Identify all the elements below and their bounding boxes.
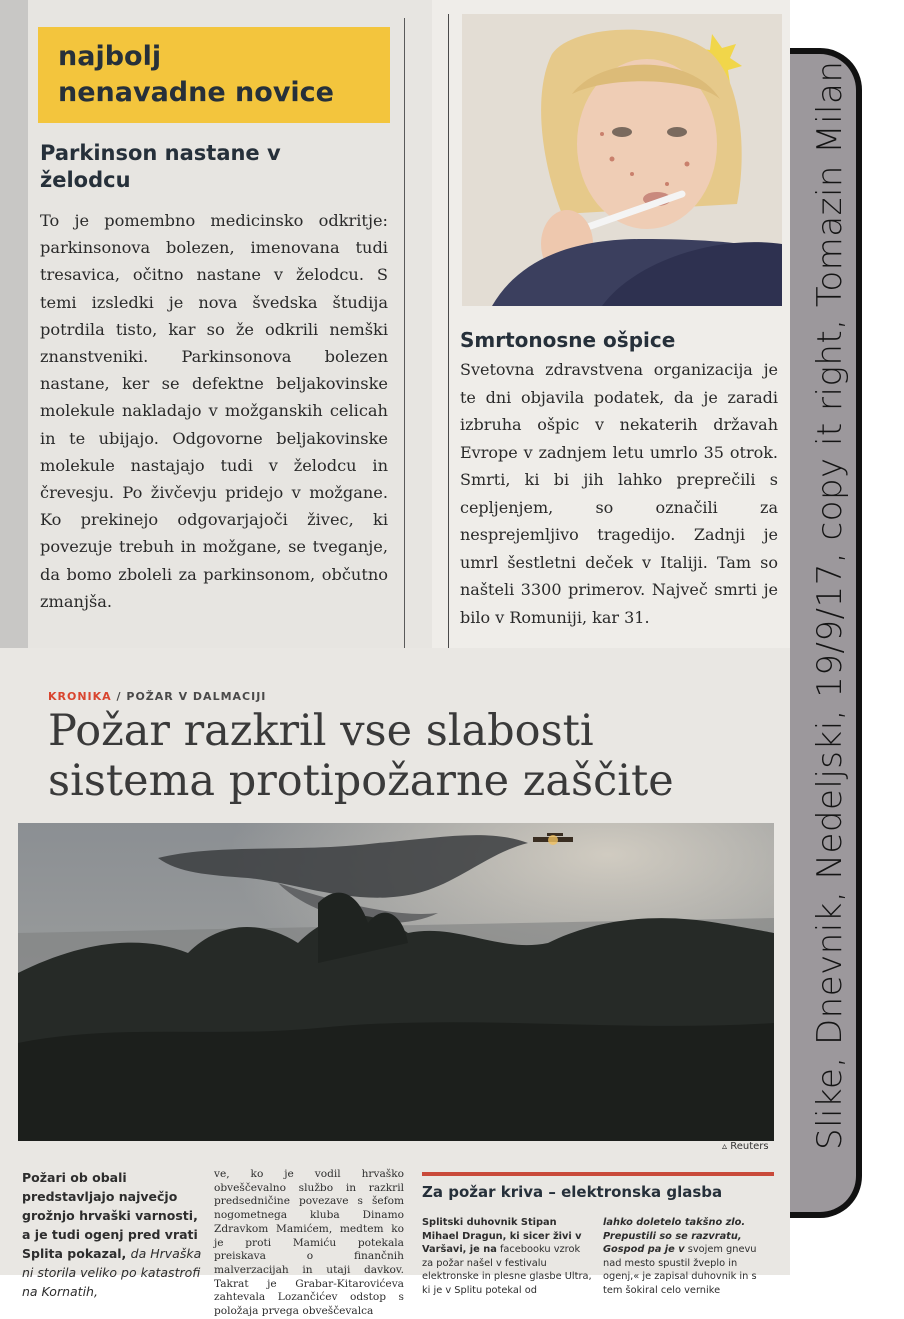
parkinson-headline: Parkinson nastane v želodcu — [40, 141, 281, 192]
clipping-parkinson — [0, 0, 432, 648]
measles-body: Svetovna zdravstvena organizacija je te dni objavila podatek, da je zaradi izbruha ošpic v nekaterih državah Evrope v zadnjem letu umrlo 35 otrok. Smrti, ki bi jih lahko preprečili s cepljenjem, so označili za nesprejemljivo tragedijo. Zadnji je umrl šestletni deček v Italiji. Tam so našteli 3300 primerov. Največ smrti je bilo v Romuniji, kar 31. — [460, 360, 778, 627]
child-thermometer-photo — [462, 14, 782, 306]
sidebar-column-1: Splitski duhovnik Stipan Mihael Dragun, ki sicer živi v Varšavi, je na facebooku vzrok za požar našel v festivalu elektronske in plesne glasbe Ultra, ki je v Splitu potekal od — [422, 1217, 592, 1296]
kicker-line-1: najbolj — [58, 41, 162, 72]
clipping-fire — [0, 648, 790, 1318]
side-caption-wrap — [800, 60, 860, 1150]
column-rule — [404, 18, 405, 648]
sidebar-title: Za požar kriva – elektronska glasba — [422, 1183, 723, 1201]
sidebar-column-2: lahko doletelo takšno zlo. Prepustili so se razvratu, Gospod pa je v svojem gnevu nad mesto spustil žveplo in ogenj,« je zapisal duhovnik in s tem šokiral celo vernike — [603, 1217, 757, 1296]
column-rule — [448, 14, 449, 648]
side-caption: Slike, Dnevnik, Nedeljski, 19/9/17, copy it right, Tomazin Milan — [810, 60, 850, 1150]
parkinson-body: To je pomembno medicinsko odkritje: parkinsonova bolezen, imenovana tudi tresavica, očitno nastane v želodcu. S temi izsledki je nova švedska študija potrdila tisto, kar so že odkrili nemški znanstveniki. Parkinsonova bolezen nastane, ker se defektne beljakovinske molekule nakladajo v možganskih celicah in te ubijajo. Odgovorne beljakovinske molekule nastajajo tudi v želodcu in črevesju. Po živčevju pridejo v možgane. Ko prekinejo odgovarjajoči živec, ki povezuje trebuh in možgane, se tveganje, da bomo zboleli za parkinsonom, občutno zmanjša. — [40, 211, 388, 611]
sidebar-rule — [422, 1172, 774, 1176]
rubric — [48, 690, 266, 703]
rubric-topic: / POŽAR V DALMACIJI — [116, 690, 267, 703]
lead-paragraph: Požari ob obali predstavljajo največjo grožnjo hrvaški varnosti, a je tudi ogenj pred vrati Splita pokazal, da Hrvaška ni storila veliko po katastrofi na Kornatih, — [22, 1170, 202, 1299]
clipping-measles — [432, 0, 790, 648]
kicker-box — [38, 27, 390, 123]
body-column: ve, ko je vodil hrvaško obveščevalno službo in razkril predsedničine povezave s šefom nogometnega kluba Dinamo Zdravkom Mamićem, medtem ko je proti Mamiću potekala preiskava o finančnih malverzacijah in utaji davkov. Takrat je Grabar-Kitarovićeva zahtevala Lozančićev odstop s položaja prvega obveščevalca — [214, 1168, 404, 1318]
page-gutter — [0, 0, 28, 648]
fire-headline: Požar razkril vse slabosti sistema protipožarne zaščite — [48, 706, 674, 806]
measles-headline: Smrtonosne ošpice — [460, 328, 676, 352]
photo-credit: ▵ Reuters — [722, 1141, 769, 1152]
rubric-section: KRONIKA — [48, 690, 112, 703]
kicker-line-2: nenavadne novice — [58, 77, 334, 108]
wildfire-photo — [18, 823, 774, 1141]
